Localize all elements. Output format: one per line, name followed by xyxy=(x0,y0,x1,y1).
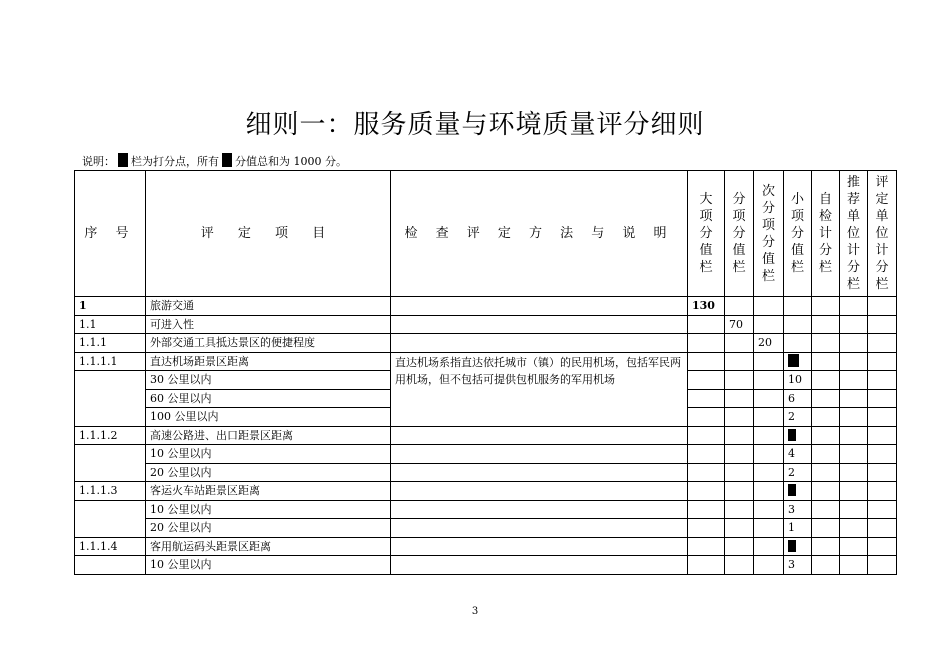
row-seq: 1.1.1.3 xyxy=(75,482,146,501)
row-assess xyxy=(868,334,897,353)
header-char: 栏 xyxy=(846,277,860,292)
row-assess xyxy=(868,389,897,408)
row-method xyxy=(391,334,688,353)
row-self xyxy=(812,426,840,445)
row-item: 旅游交通 xyxy=(146,297,391,316)
header-method: 检 查 评 定 方 法 与 说 明 xyxy=(391,171,688,297)
row-method xyxy=(391,500,688,519)
row-seq: 1 xyxy=(75,297,146,316)
row-self xyxy=(812,389,840,408)
row-seq: 1.1.1.2 xyxy=(75,426,146,445)
row-self xyxy=(812,482,840,501)
header-self xyxy=(812,171,840,297)
row-major xyxy=(688,334,725,353)
row-method xyxy=(391,482,688,501)
row-secondary xyxy=(754,408,784,427)
header-char: 推 xyxy=(846,175,860,190)
row-assess xyxy=(868,352,897,371)
header-char: 定 xyxy=(875,192,889,207)
table-row xyxy=(75,315,897,334)
row-recommend xyxy=(840,334,868,353)
row-self xyxy=(812,463,840,482)
row-major xyxy=(688,537,725,556)
row-self xyxy=(812,556,840,575)
row-item: 60 公里以内 xyxy=(146,389,391,408)
row-secondary xyxy=(754,371,784,390)
scoring-note xyxy=(82,153,347,169)
row-major xyxy=(688,445,725,464)
row-self xyxy=(812,408,840,427)
header-minor xyxy=(784,171,812,297)
row-major xyxy=(688,408,725,427)
header-char: 分 xyxy=(732,226,746,241)
row-method xyxy=(391,519,688,538)
row-method-note: 直达机场系指直达依托城市（镇）的民用机场，包括军民两用机场，但不包括可提供包机服务的军用机场 xyxy=(391,352,688,426)
row-recommend xyxy=(840,426,868,445)
row-assess xyxy=(868,445,897,464)
row-sub xyxy=(725,426,754,445)
header-char: 检 xyxy=(818,209,832,224)
row-self xyxy=(812,297,840,316)
header-char: 分 xyxy=(790,226,804,241)
header-char: 值 xyxy=(790,243,804,258)
table-row xyxy=(75,537,897,556)
row-method xyxy=(391,315,688,334)
row-secondary xyxy=(754,315,784,334)
header-char: 自 xyxy=(818,192,832,207)
header-sub xyxy=(725,171,754,297)
row-major xyxy=(688,482,725,501)
row-secondary: 20 xyxy=(754,334,784,353)
table-row xyxy=(75,500,897,519)
row-major xyxy=(688,315,725,334)
header-char: 分 xyxy=(699,226,713,241)
row-sub xyxy=(725,389,754,408)
header-char: 栏 xyxy=(761,268,775,284)
row-item: 20 公里以内 xyxy=(146,519,391,538)
row-secondary xyxy=(754,556,784,575)
row-major xyxy=(688,500,725,519)
header-char: 栏 xyxy=(875,277,889,292)
row-self xyxy=(812,352,840,371)
score-point-icon xyxy=(788,429,796,441)
row-assess xyxy=(868,556,897,575)
header-char: 分 xyxy=(875,260,889,275)
row-secondary xyxy=(754,389,784,408)
row-method xyxy=(391,445,688,464)
note-prefix: 说明： xyxy=(82,155,115,168)
row-assess xyxy=(868,371,897,390)
header-char: 栏 xyxy=(818,260,832,275)
table-row xyxy=(75,556,897,575)
row-recommend xyxy=(840,445,868,464)
table-row xyxy=(75,519,897,538)
header-char: 计 xyxy=(875,243,889,258)
row-method xyxy=(391,463,688,482)
row-seq: 1.1.1.1 xyxy=(75,352,146,371)
table-row xyxy=(75,297,897,316)
header-char: 栏 xyxy=(732,260,746,275)
score-marker-icon xyxy=(222,153,232,167)
table-row xyxy=(75,445,897,464)
row-recommend xyxy=(840,500,868,519)
scoring-table xyxy=(74,170,897,575)
header-char: 单 xyxy=(846,209,860,224)
note-part1: 栏为打分点，所有 xyxy=(131,155,219,168)
row-recommend xyxy=(840,519,868,538)
row-assess xyxy=(868,537,897,556)
row-secondary xyxy=(754,500,784,519)
row-secondary xyxy=(754,297,784,316)
header-char: 分 xyxy=(761,234,775,250)
table-row xyxy=(75,482,897,501)
table-row xyxy=(75,463,897,482)
row-secondary xyxy=(754,519,784,538)
row-recommend xyxy=(840,556,868,575)
row-assess xyxy=(868,426,897,445)
table-header-row xyxy=(75,171,897,297)
header-char: 值 xyxy=(732,243,746,258)
row-recommend xyxy=(840,297,868,316)
row-sub xyxy=(725,371,754,390)
row-major xyxy=(688,463,725,482)
score-point-icon xyxy=(788,484,796,496)
header-char: 值 xyxy=(699,243,713,258)
row-minor: 3 xyxy=(784,500,812,519)
header-char: 项 xyxy=(761,217,775,233)
row-item: 30 公里以内 xyxy=(146,371,391,390)
row-recommend xyxy=(840,389,868,408)
row-minor: 6 xyxy=(784,389,812,408)
row-secondary xyxy=(754,537,784,556)
row-recommend xyxy=(840,352,868,371)
row-item: 客运火车站距景区距离 xyxy=(146,482,391,501)
row-method xyxy=(391,556,688,575)
row-minor xyxy=(784,352,812,371)
row-minor xyxy=(784,482,812,501)
row-major xyxy=(688,371,725,390)
header-char: 单 xyxy=(875,209,889,224)
header-char: 分 xyxy=(818,243,832,258)
row-seq xyxy=(75,500,146,537)
row-sub xyxy=(725,482,754,501)
row-minor xyxy=(784,537,812,556)
row-major xyxy=(688,426,725,445)
row-secondary xyxy=(754,463,784,482)
row-assess xyxy=(868,408,897,427)
row-secondary xyxy=(754,445,784,464)
table-row xyxy=(75,334,897,353)
row-sub xyxy=(725,519,754,538)
header-assess xyxy=(868,171,897,297)
score-point-icon xyxy=(788,354,799,367)
row-seq: 1.1.1.4 xyxy=(75,537,146,556)
page-number: 3 xyxy=(471,606,479,617)
row-minor xyxy=(784,315,812,334)
row-self xyxy=(812,315,840,334)
row-assess xyxy=(868,500,897,519)
row-seq xyxy=(75,445,146,482)
row-secondary xyxy=(754,482,784,501)
row-recommend xyxy=(840,408,868,427)
row-self xyxy=(812,537,840,556)
row-item: 高速公路进、出口距景区距离 xyxy=(146,426,391,445)
row-item: 10 公里以内 xyxy=(146,500,391,519)
header-char: 项 xyxy=(732,209,746,224)
row-minor: 2 xyxy=(784,463,812,482)
row-item: 100 公里以内 xyxy=(146,408,391,427)
row-method xyxy=(391,537,688,556)
header-char: 栏 xyxy=(699,260,713,275)
row-recommend xyxy=(840,482,868,501)
row-sub xyxy=(725,445,754,464)
row-recommend xyxy=(840,315,868,334)
table-row xyxy=(75,352,897,371)
row-assess xyxy=(868,519,897,538)
header-char: 项 xyxy=(790,209,804,224)
row-sub xyxy=(725,408,754,427)
header-char: 位 xyxy=(846,226,860,241)
row-self xyxy=(812,334,840,353)
header-seq: 序 号 xyxy=(75,171,146,297)
row-minor xyxy=(784,334,812,353)
row-major xyxy=(688,389,725,408)
row-sub xyxy=(725,556,754,575)
row-method xyxy=(391,426,688,445)
page-title: 细则一：服务质量与环境质量评分细则 xyxy=(245,110,705,140)
row-self xyxy=(812,500,840,519)
row-assess xyxy=(868,463,897,482)
header-char: 计 xyxy=(818,226,832,241)
header-char: 位 xyxy=(875,226,889,241)
row-minor: 3 xyxy=(784,556,812,575)
row-sub xyxy=(725,352,754,371)
header-char: 值 xyxy=(761,251,775,267)
row-item: 直达机场距景区距离 xyxy=(146,352,391,371)
row-secondary xyxy=(754,352,784,371)
row-major xyxy=(688,556,725,575)
row-sub: 70 xyxy=(725,315,754,334)
header-major xyxy=(688,171,725,297)
row-seq xyxy=(75,371,146,427)
header-char: 分 xyxy=(732,192,746,207)
row-minor: 4 xyxy=(784,445,812,464)
row-sub xyxy=(725,537,754,556)
row-major xyxy=(688,352,725,371)
row-assess xyxy=(868,297,897,316)
header-recommend xyxy=(840,171,868,297)
header-char: 计 xyxy=(846,243,860,258)
row-item: 可进入性 xyxy=(146,315,391,334)
row-recommend xyxy=(840,537,868,556)
row-item: 客用航运码头距景区距离 xyxy=(146,537,391,556)
row-seq: 1.1.1 xyxy=(75,334,146,353)
table-row xyxy=(75,426,897,445)
header-char: 荐 xyxy=(846,192,860,207)
row-seq xyxy=(75,556,146,575)
row-minor: 2 xyxy=(784,408,812,427)
header-char: 分 xyxy=(846,260,860,275)
score-marker-icon xyxy=(118,153,128,167)
row-assess xyxy=(868,315,897,334)
score-point-icon xyxy=(788,540,796,552)
row-secondary xyxy=(754,426,784,445)
row-item: 10 公里以内 xyxy=(146,445,391,464)
row-sub xyxy=(725,463,754,482)
row-item: 10 公里以内 xyxy=(146,556,391,575)
header-secondary xyxy=(754,171,784,297)
row-recommend xyxy=(840,371,868,390)
row-major xyxy=(688,519,725,538)
header-char: 分 xyxy=(761,200,775,216)
header-char: 次 xyxy=(761,183,775,199)
header-char: 项 xyxy=(699,209,713,224)
row-minor: 10 xyxy=(784,371,812,390)
row-sub xyxy=(725,500,754,519)
note-part2: 分值总和为 1000 分。 xyxy=(235,155,347,168)
header-char: 评 xyxy=(875,175,889,190)
row-method xyxy=(391,297,688,316)
header-item: 评 定 项 目 xyxy=(146,171,391,297)
row-sub xyxy=(725,297,754,316)
row-self xyxy=(812,445,840,464)
row-assess xyxy=(868,482,897,501)
header-char: 栏 xyxy=(790,260,804,275)
row-self xyxy=(812,519,840,538)
row-item: 外部交通工具抵达景区的便捷程度 xyxy=(146,334,391,353)
header-char: 大 xyxy=(699,192,713,207)
row-seq: 1.1 xyxy=(75,315,146,334)
row-major: 130 xyxy=(688,297,725,316)
row-self xyxy=(812,371,840,390)
row-minor xyxy=(784,426,812,445)
row-minor: 1 xyxy=(784,519,812,538)
row-minor xyxy=(784,297,812,316)
row-item: 20 公里以内 xyxy=(146,463,391,482)
row-sub xyxy=(725,334,754,353)
row-recommend xyxy=(840,463,868,482)
header-char: 小 xyxy=(790,192,804,207)
